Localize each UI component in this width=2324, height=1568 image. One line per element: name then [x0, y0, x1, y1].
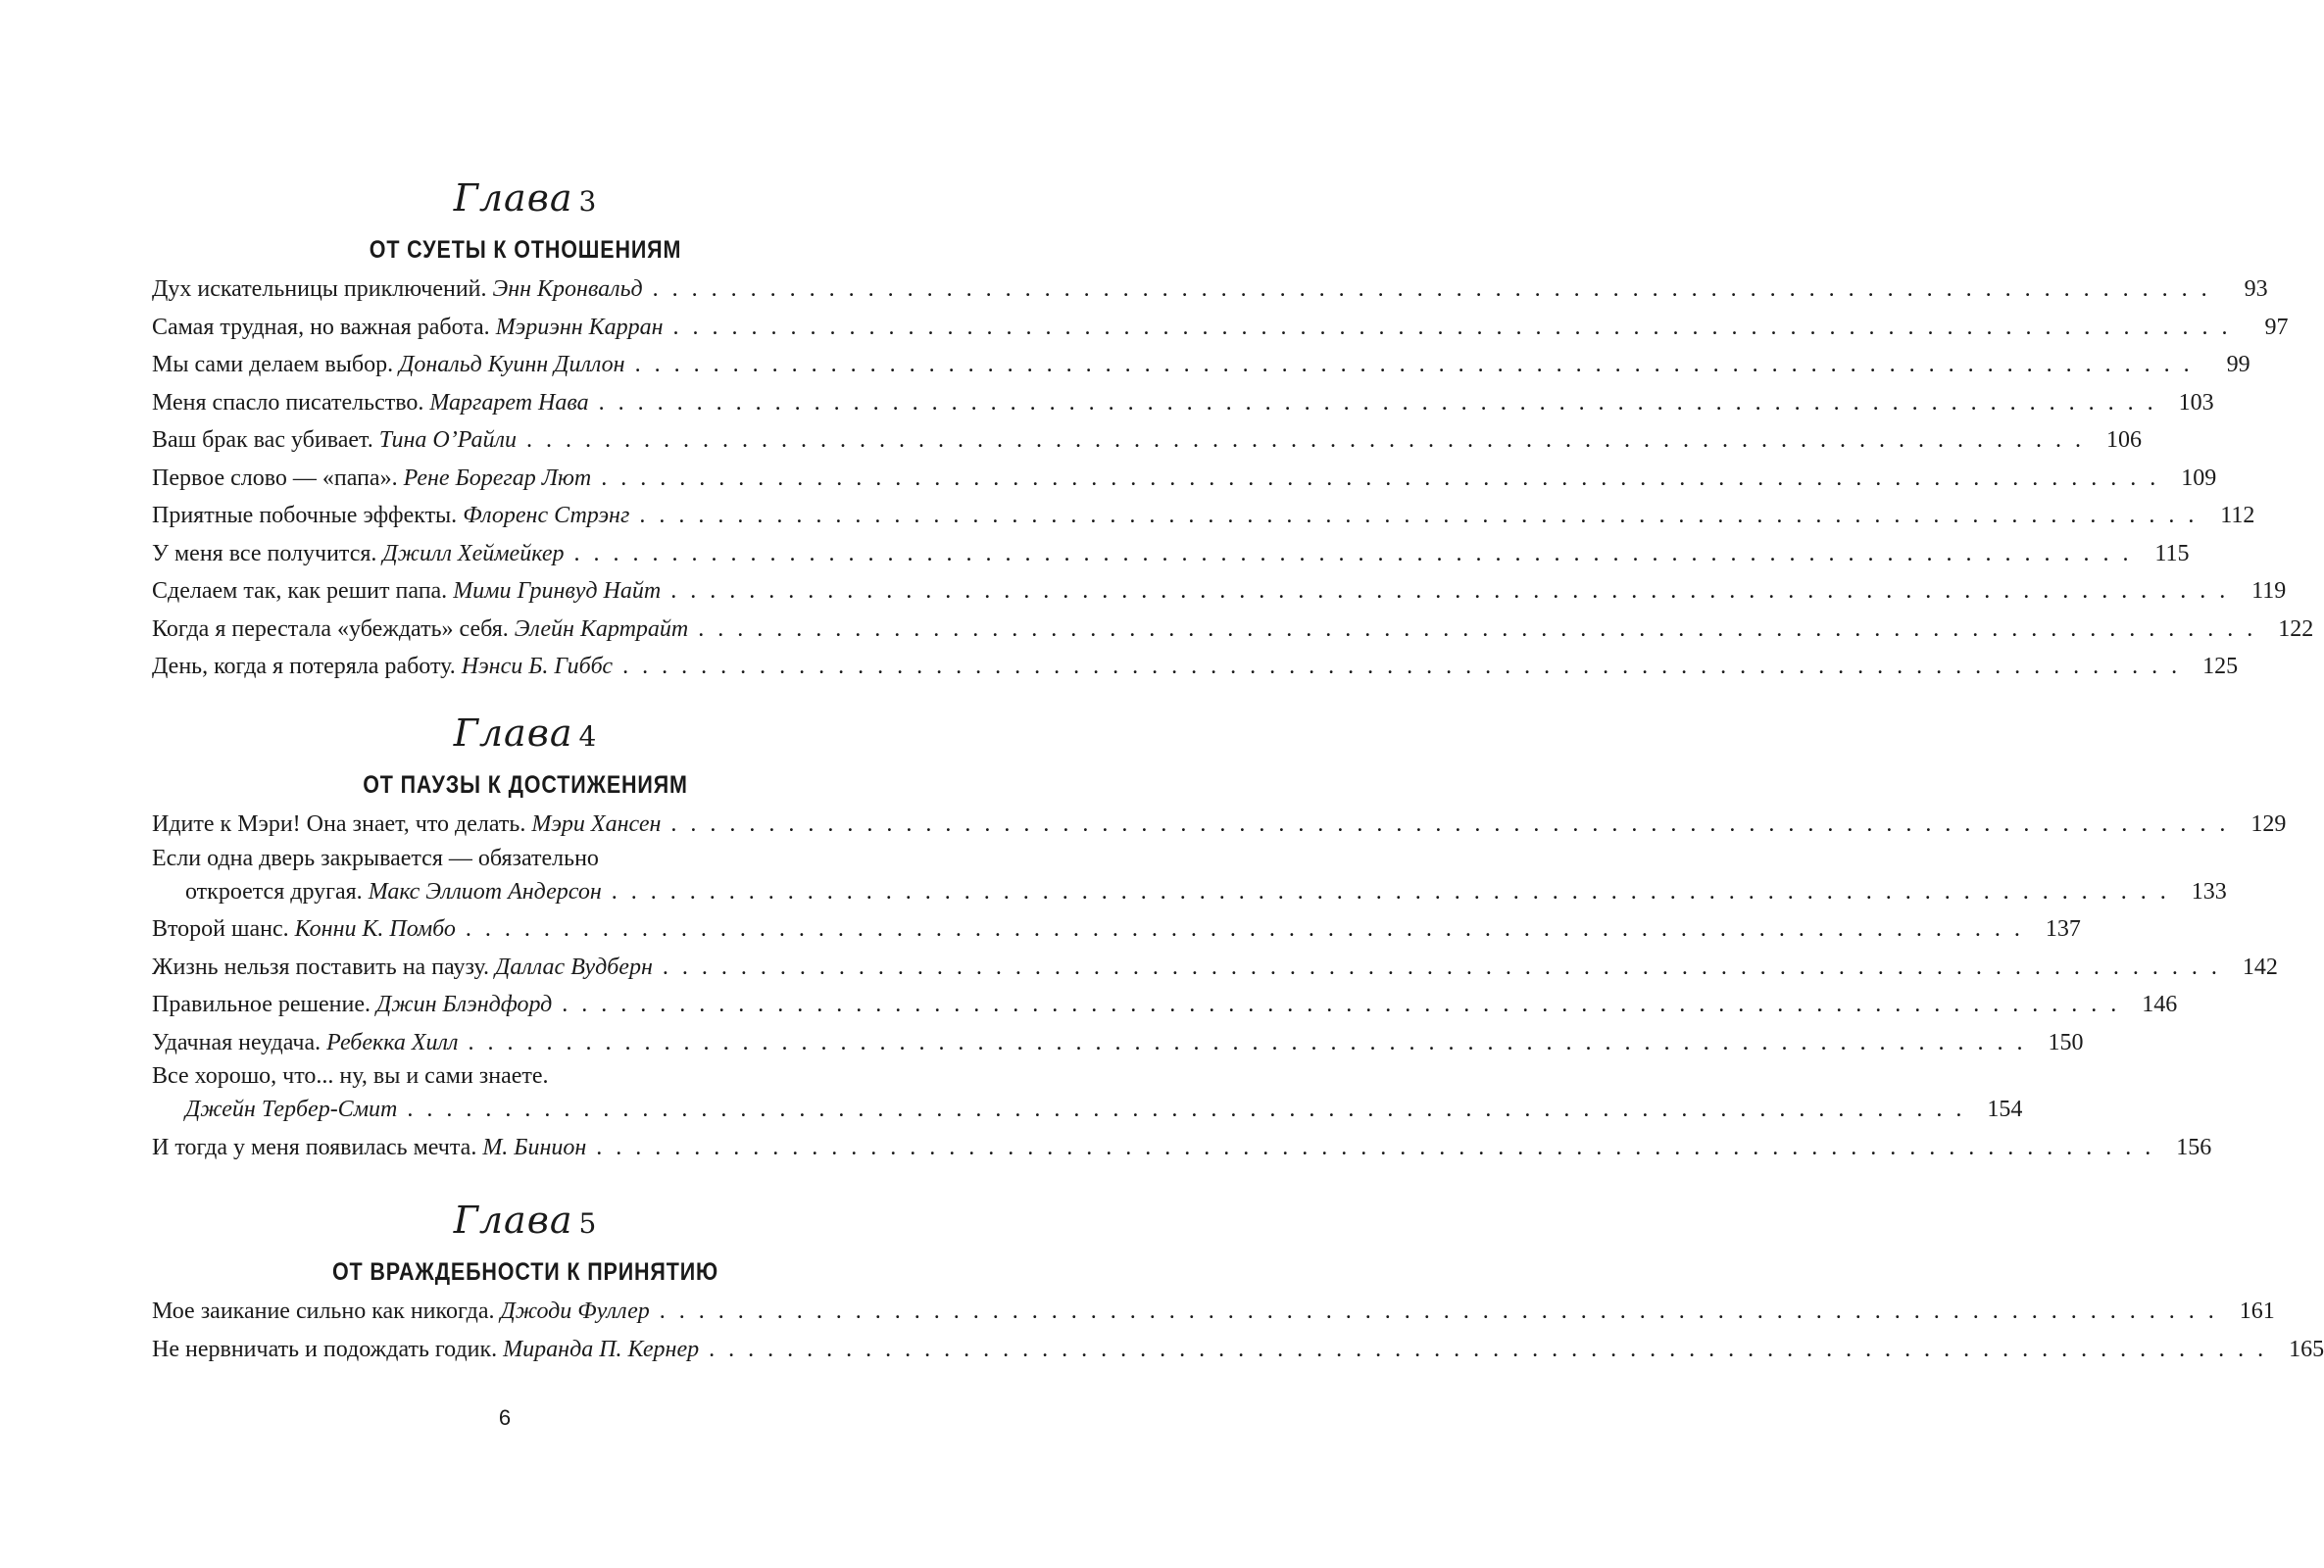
entry-author: Энн Кронвальд	[492, 276, 643, 302]
entry-text	[152, 1024, 458, 1062]
entry-text	[152, 648, 613, 686]
toc-entry	[152, 806, 2287, 844]
toc-entry	[152, 1024, 2084, 1062]
chapter-3	[152, 176, 2314, 686]
entry-title: Когда я перестала «убеждать» себя.	[152, 615, 515, 642]
entry-page-number: 142	[2242, 954, 2278, 980]
chapter-title: ОТ ПАУЗЫ К ДОСТИЖЕНИЯМ	[363, 771, 688, 799]
toc-entry	[152, 648, 2239, 686]
chapter-4	[152, 711, 2287, 1166]
entry-title: Мое заикание сильно как никогда.	[152, 1298, 501, 1324]
entry-continuation	[152, 873, 2227, 911]
leader-dots: . . . . . . . . . . . . . . . . . . . . . . . . . . . . . . . . . . . . . . . . . . . . . . . . . . . . . . . . . . . . . . . . . . . . . . . . . . . . . . . .	[407, 1097, 1966, 1122]
toc-entry	[152, 421, 2142, 460]
entry-page-number: 99	[2226, 352, 2250, 377]
entry-title: Сделаем так, как решит папа.	[152, 578, 454, 604]
leader-dots: . . . . . . . . . . . . . . . . . . . . . . . . . . . . . . . . . . . . . . . . . . . . . . . . . . . . . . . . . . . . . . . . . . . . . . . . . . . . . . . .	[698, 615, 2257, 642]
leader-dots: . . . . . . . . . . . . . . . . . . . . . . . . . . . . . . . . . . . . . . . . . . . . . . . . . . . . . . . . . . . . . . . . . . . . . . . . . . . . . . . .	[468, 1029, 2027, 1055]
chapter-number: 5	[578, 1207, 598, 1240]
entry-author: Джоди Фуллер	[500, 1298, 650, 1324]
entry-author: Мэри Хансен	[531, 811, 662, 837]
entry-title: Первое слово — «папа».	[152, 465, 404, 491]
entry-text	[152, 572, 661, 611]
chapter-word: Глава	[453, 711, 573, 755]
entry-page-number: 109	[2181, 465, 2217, 491]
chapter-word: Глава	[453, 1199, 573, 1242]
chapter-number: 3	[578, 185, 598, 218]
entry-author: Конни К. Помбо	[294, 916, 456, 942]
entry-page-number: 119	[2251, 578, 2287, 604]
entry-author: Маргарет Нава	[429, 389, 589, 416]
entry-title: Дух искательницы приключений.	[152, 276, 493, 302]
chapter-label	[152, 176, 899, 220]
chapter-title: ОТ СУЕТЫ К ОТНОШЕНИЯМ	[369, 236, 682, 264]
chapter-5	[152, 1199, 2324, 1368]
toc-entry	[152, 844, 2227, 911]
entry-text	[185, 1091, 397, 1129]
entry-page-number: 122	[2278, 615, 2314, 642]
entry-author: Рене Борегар Лют	[403, 465, 592, 491]
entry-text	[152, 1331, 699, 1369]
toc-entry	[152, 572, 2287, 611]
entry-page-number: 129	[2250, 811, 2287, 837]
entry-title: откроется другая.	[185, 878, 369, 905]
entry-author: Джин Блэндфорд	[376, 992, 553, 1017]
leader-dots: . . . . . . . . . . . . . . . . . . . . . . . . . . . . . . . . . . . . . . . . . . . . . . . . . . . . . . . . . . . . . . . . . . . . . . . . . . . . . . . .	[670, 578, 2230, 604]
entry-title: Все хорошо, что... ну, вы и сами знаете.	[152, 1063, 549, 1089]
entry-author: Элейн Картрайт	[514, 615, 689, 642]
leader-dots: . . . . . . . . . . . . . . . . . . . . . . . . . . . . . . . . . . . . . . . . . . . . . . . . . . . . . . . . . . . . . . . . . . . . . . . . . . . . . . . .	[562, 992, 2121, 1017]
toc-entry	[152, 1331, 2324, 1369]
leader-dots: . . . . . . . . . . . . . . . . . . . . . . . . . . . . . . . . . . . . . . . . . . . . . . . . . . . . . . . . . . . . . . . . . . . . . . . . . . . . . . . .	[652, 276, 2211, 302]
entry-page-number: 156	[2176, 1134, 2212, 1160]
entry-title: Мы сами делаем выбор.	[152, 352, 400, 377]
leader-dots: . . . . . . . . . . . . . . . . . . . . . . . . . . . . . . . . . . . . . . . . . . . . . . . . . . . . . . . . . . . . . . . . . . . . . . . . . . . . . . . .	[662, 954, 2221, 980]
toc-entry	[152, 910, 2081, 949]
toc-entry	[152, 986, 2178, 1024]
entry-title: Идите к Мэри! Она знает, что делать.	[152, 811, 532, 837]
toc-entry	[152, 949, 2278, 987]
leader-dots: . . . . . . . . . . . . . . . . . . . . . . . . . . . . . . . . . . . . . . . . . . . . . . . . . . . . . . . . . . . . . . . . . . . . . . . . . . . . . . . .	[622, 654, 2182, 679]
entry-page-number: 112	[2220, 503, 2255, 528]
entry-page-number: 115	[2154, 540, 2190, 566]
entry-page-number: 150	[2048, 1029, 2084, 1055]
entry-title: Ваш брак вас убивает.	[152, 427, 379, 453]
entry-page-number: 97	[2264, 314, 2289, 340]
entry-author: Макс Эллиот Андерсон	[368, 878, 602, 905]
leader-dots: . . . . . . . . . . . . . . . . . . . . . . . . . . . . . . . . . . . . . . . . . . . . . . . . . . . . . . . . . . . . . . . . . . . . . . . . . . . . . . . .	[596, 1134, 2155, 1160]
entry-title: Второй шанс.	[152, 916, 295, 942]
entry-title: Правильное решение.	[152, 992, 376, 1017]
entry-page-number: 154	[1987, 1097, 2023, 1122]
toc-entry	[152, 384, 2214, 422]
entry-page-number: 137	[2045, 916, 2081, 942]
toc-entry	[152, 1129, 2212, 1167]
entry-author: Тина О’Райли	[378, 427, 517, 453]
entry-continuation	[152, 1091, 2023, 1129]
leader-dots: . . . . . . . . . . . . . . . . . . . . . . . . . . . . . . . . . . . . . . . . . . . . . . . . . . . . . . . . . . . . . . . . . . . . . . . . . . . . . . . .	[670, 811, 2230, 837]
entry-author: Мими Гринвуд Найт	[453, 578, 662, 604]
leader-dots: . . . . . . . . . . . . . . . . . . . . . . . . . . . . . . . . . . . . . . . . . . . . . . . . . . . . . . . . . . . . . . . . . . . . . . . . . . . . . . . .	[659, 1298, 2218, 1324]
page-number: 6	[498, 1405, 512, 1430]
leader-dots: . . . . . . . . . . . . . . . . . . . . . . . . . . . . . . . . . . . . . . . . . . . . . . . . . . . . . . . . . . . . . . . . . . . . . . . . . . . . . . . .	[573, 540, 2133, 566]
entry-title: И тогда у меня появилась мечта.	[152, 1134, 483, 1160]
toc-entry	[152, 611, 2314, 649]
entry-text	[152, 1129, 586, 1167]
entry-text	[152, 611, 688, 649]
entry-text	[152, 806, 661, 844]
leader-dots: . . . . . . . . . . . . . . . . . . . . . . . . . . . . . . . . . . . . . . . . . . . . . . . . . . . . . . . . . . . . . . . . . . . . . . . . . . . . . . . .	[709, 1336, 2268, 1362]
entry-page-number: 133	[2191, 878, 2227, 905]
entry-text	[152, 497, 629, 535]
entry-page-number: 165	[2289, 1336, 2324, 1362]
leader-dots: . . . . . . . . . . . . . . . . . . . . . . . . . . . . . . . . . . . . . . . . . . . . . . . . . . . . . . . . . . . . . . . . . . . . . . . . . . . . . . . .	[525, 427, 2085, 453]
entry-page-number: 161	[2239, 1298, 2275, 1324]
entry-page-number: 146	[2142, 992, 2178, 1017]
toc-entry	[152, 535, 2190, 573]
entry-page-number: 103	[2178, 389, 2214, 416]
leader-dots: . . . . . . . . . . . . . . . . . . . . . . . . . . . . . . . . . . . . . . . . . . . . . . . . . . . . . . . . . . . . . . . . . . . . . . . . . . . . . . . .	[611, 878, 2170, 905]
entry-author: Флоренс Стрэнг	[463, 503, 630, 528]
entry-text	[152, 986, 552, 1024]
entry-list	[152, 270, 2314, 686]
entry-author: Миранда П. Кернер	[503, 1336, 700, 1362]
entry-title: Если одна дверь закрывается — обязательно	[152, 845, 599, 871]
entry-title: У меня все получится.	[152, 540, 383, 566]
entry-author: Джилл Хеймейкер	[382, 540, 565, 566]
leader-dots: . . . . . . . . . . . . . . . . . . . . . . . . . . . . . . . . . . . . . . . . . . . . . . . . . . . . . . . . . . . . . . . . . . . . . . . . . . . . . . . .	[672, 314, 2232, 340]
entry-text	[152, 460, 591, 498]
toc-entry	[152, 309, 2289, 347]
entry-page-number: 106	[2105, 427, 2142, 453]
toc-entry	[152, 270, 2268, 309]
leader-dots: . . . . . . . . . . . . . . . . . . . . . . . . . . . . . . . . . . . . . . . . . . . . . . . . . . . . . . . . . . . . . . . . . . . . . . . . . . . . . . . .	[465, 916, 2024, 942]
entry-author: Ребекка Хилл	[326, 1029, 459, 1055]
entry-author: Мэриэнн Карран	[495, 314, 664, 340]
entry-text	[152, 910, 456, 949]
toc-entry	[152, 1293, 2275, 1331]
entry-text	[152, 421, 517, 460]
toc-entry	[152, 460, 2217, 498]
entry-author: М. Бинион	[482, 1134, 587, 1160]
toc-entry	[152, 1061, 2023, 1129]
chapter-label	[152, 1199, 899, 1242]
leader-dots: . . . . . . . . . . . . . . . . . . . . . . . . . . . . . . . . . . . . . . . . . . . . . . . . . . . . . . . . . . . . . . . . . . . . . . . . . . . . . . . .	[601, 465, 2160, 491]
chapter-label	[152, 711, 899, 755]
entry-title: Удачная неудача.	[152, 1029, 327, 1055]
entry-author: Дональд Куинн Диллон	[399, 352, 625, 377]
entry-text	[152, 1293, 650, 1331]
entry-author: Даллас Вудберн	[495, 954, 653, 980]
entry-page-number: 125	[2202, 654, 2239, 679]
toc-entry	[152, 346, 2250, 384]
chapter-word: Глава	[453, 176, 573, 220]
entry-title: День, когда я потеряла работу.	[152, 654, 462, 679]
entry-list	[152, 1293, 2324, 1368]
entry-page-number: 93	[2244, 276, 2268, 302]
entry-title: Меня спасло писательство.	[152, 389, 430, 416]
entry-title: Приятные побочные эффекты.	[152, 503, 464, 528]
chapter-number: 4	[578, 720, 598, 753]
chapter-title: ОТ ВРАЖДЕБНОСТИ К ПРИНЯТИЮ	[331, 1258, 719, 1286]
entry-title: Самая трудная, но важная работа.	[152, 314, 496, 340]
entry-text	[152, 309, 664, 347]
leader-dots: . . . . . . . . . . . . . . . . . . . . . . . . . . . . . . . . . . . . . . . . . . . . . . . . . . . . . . . . . . . . . . . . . . . . . . . . . . . . . . . .	[634, 352, 2194, 377]
entry-title: Не нервничать и подождать годик.	[152, 1336, 504, 1362]
entry-text	[185, 873, 602, 911]
leader-dots: . . . . . . . . . . . . . . . . . . . . . . . . . . . . . . . . . . . . . . . . . . . . . . . . . . . . . . . . . . . . . . . . . . . . . . . . . . . . . . . .	[639, 503, 2199, 528]
entry-text	[152, 949, 653, 987]
entry-title: Жизнь нельзя поставить на паузу.	[152, 954, 496, 980]
entry-list	[152, 806, 2287, 1166]
entry-text	[152, 535, 565, 573]
toc-entry	[152, 497, 2255, 535]
entry-text	[152, 270, 643, 309]
leader-dots: . . . . . . . . . . . . . . . . . . . . . . . . . . . . . . . . . . . . . . . . . . . . . . . . . . . . . . . . . . . . . . . . . . . . . . . . . . . . . . . .	[598, 389, 2157, 416]
entry-text	[152, 346, 625, 384]
entry-author: Нэнси Б. Гиббс	[461, 654, 614, 679]
entry-author: Джейн Тербер-Смит	[185, 1097, 398, 1122]
entry-text	[152, 384, 589, 422]
